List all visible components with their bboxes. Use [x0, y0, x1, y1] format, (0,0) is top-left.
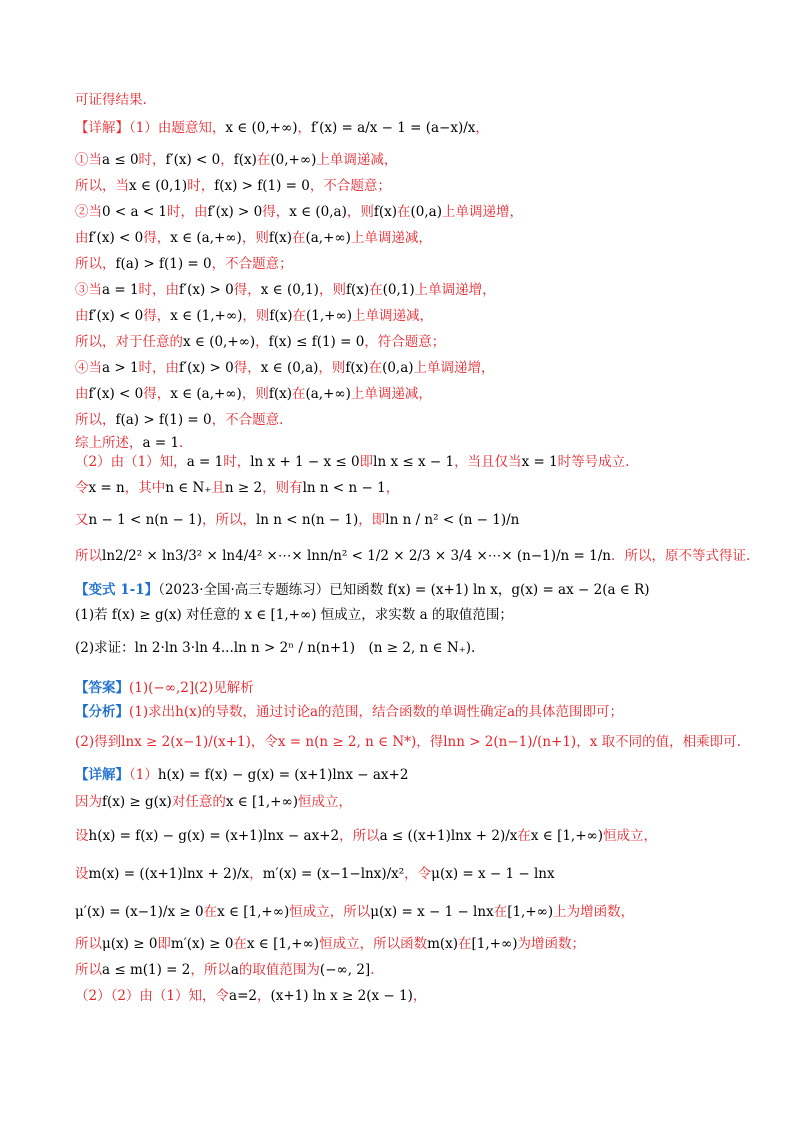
- text-segment: ①当: [75, 152, 102, 168]
- text-segment: 时，由: [167, 204, 208, 220]
- text-line: [75, 733, 741, 751]
- text-segment: ，所以，: [201, 512, 256, 528]
- math-expression: a ≤ ((x+1)lnx + 2)/x: [379, 828, 518, 844]
- math-expression: f′(x) > 0: [179, 282, 234, 298]
- text-segment: 综上所述，: [75, 435, 143, 451]
- math-expression: ln n < n(n − 1): [255, 512, 359, 528]
- text-segment: 恒成立，所以函数: [319, 936, 428, 952]
- math-expression: ln n / n² < (n − 1)/n: [385, 512, 520, 528]
- math-expression: ln x ≤ x − 1: [373, 454, 455, 470]
- math-expression: (0,a): [382, 360, 414, 376]
- text-segment: 得，: [143, 386, 171, 402]
- math-expression: x ∈ (0,1): [129, 178, 188, 194]
- text-segment: ，: [385, 480, 400, 496]
- text-segment: 得，: [233, 282, 261, 298]
- math-expression: f(x): [268, 386, 292, 402]
- math-expression: （2023·全国·高三专题练习）已知函数 f(x) = (x+1) ln x，g(x) = ax − 2(a ∈ R): [158, 582, 650, 598]
- text-segment: ，: [475, 120, 489, 136]
- math-expression: x ∈ (0,+∞): [183, 334, 256, 350]
- text-line: [75, 679, 254, 697]
- text-segment: ，: [255, 334, 269, 350]
- text-segment: ，则: [241, 386, 269, 402]
- text-line: [75, 511, 519, 529]
- text-segment: ，则: [318, 282, 346, 298]
- math-expression: f(x): [345, 282, 370, 298]
- math-expression: m′(x) ≥ 0: [170, 936, 234, 952]
- math-expression: (0,a): [410, 204, 442, 220]
- text-segment: 上单调递减，: [352, 308, 434, 324]
- math-expression: m(x): [427, 936, 459, 952]
- text-line: [75, 793, 352, 811]
- math-expression: f′(x) < 0: [165, 152, 221, 168]
- text-segment: 在: [493, 904, 508, 920]
- math-expression: f′(x) < 0: [88, 386, 144, 402]
- text-segment: 由: [75, 308, 89, 324]
- text-segment: 在: [291, 230, 306, 246]
- text-segment: 在: [369, 282, 383, 298]
- math-expression: x ∈ (1,+∞): [170, 308, 243, 324]
- math-expression: f(x): [268, 230, 292, 246]
- math-expression: (1,+∞): [306, 308, 353, 324]
- text-line: [75, 229, 432, 247]
- math-expression: m(x) = ((x+1)lnx + 2)/x: [88, 866, 250, 882]
- math-expression: a = 1: [142, 435, 180, 451]
- text-segment: 即: [359, 454, 374, 470]
- text-line: [75, 333, 445, 351]
- text-segment: ③当: [75, 282, 102, 298]
- math-expression: μ(x) = x − 1 − lnx: [370, 904, 494, 920]
- math-expression: f(x) ≥ g(x): [102, 794, 172, 810]
- text-segment: 所以: [75, 936, 102, 952]
- text-segment: 得，: [233, 360, 261, 376]
- text-segment: ，: [220, 152, 234, 168]
- text-line: [75, 865, 555, 883]
- text-segment: 在: [256, 152, 271, 168]
- text-segment: 设: [75, 866, 89, 882]
- text-line: [75, 434, 183, 452]
- text-segment: 上单调递增，: [414, 282, 496, 298]
- math-expression: ln n < n − 1: [302, 480, 386, 496]
- math-expression: a = 1: [186, 454, 224, 470]
- text-segment: 得，: [262, 204, 290, 220]
- text-segment: 在: [397, 204, 411, 220]
- text-segment: 在: [233, 936, 247, 952]
- text-segment: 在: [292, 308, 307, 324]
- math-expression: f′(x) < 0: [88, 308, 144, 324]
- text-segment: ，符合题意；: [364, 334, 446, 350]
- text-segment: ．所以，原不等式得证.: [610, 548, 751, 564]
- text-segment: 恒成立，所以: [289, 904, 371, 920]
- text-segment: ④当: [75, 360, 102, 376]
- text-segment: （2）（2）由（1）知，令: [75, 988, 230, 1004]
- text-line: [75, 119, 489, 137]
- math-expression: ln x + 1 − x ≤ 0: [250, 454, 360, 470]
- text-segment: ，令: [404, 866, 432, 882]
- math-expression: f′(x) > 0: [207, 204, 263, 220]
- math-expression: [1,+∞): [507, 904, 554, 920]
- text-line: [75, 827, 657, 845]
- math-expression: (−∞, 2]: [319, 962, 371, 978]
- math-expression: (0,+∞): [270, 152, 317, 168]
- text-segment: 恒成立，: [603, 828, 658, 844]
- math-expression: 0 < a < 1: [102, 204, 168, 220]
- math-expression: f′(x) = a/x − 1 = (a−x)/x: [311, 120, 476, 136]
- text-segment: 设: [75, 828, 89, 844]
- text-segment: 的取值范围为: [238, 962, 320, 978]
- math-expression: f(a) > f(1) = 0: [115, 412, 212, 428]
- text-line: [75, 91, 147, 109]
- text-segment: ，: [249, 866, 263, 882]
- text-segment: 且: [211, 480, 225, 496]
- text-line: [75, 203, 523, 221]
- math-expression: x ∈ [1,+∞): [530, 828, 604, 844]
- text-line: [75, 703, 623, 721]
- text-segment: ，所以: [190, 962, 231, 978]
- math-expression: (0,1): [382, 282, 415, 298]
- text-segment: 时，: [138, 152, 166, 168]
- text-segment: 得，: [143, 308, 171, 324]
- math-expression: f(x) > f(1) = 0: [214, 178, 310, 194]
- text-segment: ②当: [75, 204, 102, 220]
- text-line: [75, 987, 426, 1005]
- text-segment: 即: [157, 936, 171, 952]
- math-expression: f(x): [345, 360, 369, 376]
- text-segment: （1）: [129, 767, 158, 783]
- text-segment: 所以，: [75, 256, 116, 272]
- text-line: [75, 151, 397, 169]
- math-expression: x ∈ [1,+∞): [246, 936, 320, 952]
- text-line: [75, 385, 432, 403]
- text-line: [75, 935, 585, 953]
- text-line: [75, 903, 634, 921]
- math-expression: h(x) = f(x) − g(x) = (x+1)lnx − ax+2: [157, 767, 409, 783]
- math-expression: f(x): [269, 308, 293, 324]
- text-segment: ，其中: [124, 480, 166, 496]
- text-segment: ，不合题意.: [211, 412, 284, 428]
- math-expression: m′(x) = (x−1−lnx)/x²: [262, 866, 405, 882]
- text-segment: ，不合题意；: [211, 256, 293, 272]
- text-line: [75, 479, 399, 497]
- text-segment: 由: [75, 230, 89, 246]
- text-segment: ，则有: [262, 480, 303, 496]
- text-segment: （2）由（1）知，: [75, 454, 187, 470]
- text-line: [75, 639, 475, 657]
- text-line: [75, 281, 496, 299]
- text-segment: 所以，: [75, 412, 116, 428]
- text-segment: 在: [368, 360, 383, 376]
- math-expression: n − 1 < n(n − 1): [88, 512, 202, 528]
- text-segment: ，则: [318, 360, 346, 376]
- math-expression: a=2: [229, 988, 257, 1004]
- text-line: [75, 606, 513, 624]
- math-expression: μ(x) ≥ 0: [102, 936, 158, 952]
- text-segment: 【详解】: [75, 767, 129, 783]
- math-expression: [1,+∞): [471, 936, 518, 952]
- text-segment: 上单调递减，: [350, 386, 432, 402]
- math-expression: (a,+∞): [305, 386, 351, 402]
- math-expression: x = n: [88, 480, 125, 496]
- text-segment: 由: [75, 386, 89, 402]
- text-segment: 对任意的: [171, 794, 226, 810]
- text-segment: ，当且仅当: [454, 454, 522, 470]
- text-segment: ，所以: [339, 828, 380, 844]
- text-segment: 恒成立，: [298, 794, 352, 810]
- math-expression: h(x) = f(x) − g(x) = (x+1)lnx − ax+2: [88, 828, 340, 844]
- text-segment: 上为增函数，: [553, 904, 635, 920]
- text-segment: 时，: [187, 178, 215, 194]
- math-expression: a ≤ 0: [102, 152, 139, 168]
- text-line: [75, 766, 408, 784]
- math-expression: (1)若 f(x) ≥ g(x) 对任意的 x ∈ [1,+∞) 恒成立，求实数 a 的取值范围；: [75, 607, 513, 623]
- text-segment: ，不合题意；: [309, 178, 391, 194]
- math-expression: x ∈ (0,+∞): [225, 120, 298, 136]
- math-expression: x = 1: [521, 454, 558, 470]
- text-segment: ，则: [346, 204, 374, 220]
- text-line: [75, 453, 629, 471]
- text-segment: 上单调递减，: [350, 230, 432, 246]
- math-expression: ln2/2² × ln3/3² × ln4/4² ×⋯× lnn/n² < 1/2 × 2/3 × 3/4 ×⋯× (n−1)/n = 1/n: [102, 548, 611, 564]
- text-segment: ，则: [241, 230, 269, 246]
- text-segment: 【分析】: [75, 704, 129, 720]
- text-segment: 【答案】: [75, 680, 129, 696]
- text-segment: 令: [75, 480, 89, 496]
- math-expression: x ∈ (a,+∞): [170, 386, 242, 402]
- text-line: [75, 255, 293, 273]
- text-segment: 因为: [75, 794, 102, 810]
- text-segment: 时等号成立.: [557, 454, 630, 470]
- math-expression: f(x): [233, 152, 257, 168]
- math-expression: (a,+∞): [305, 230, 351, 246]
- text-segment: (1)(−∞,2](2)见解析: [129, 680, 254, 696]
- text-segment: 时，由: [138, 282, 180, 298]
- math-expression: x ∈ (0,a): [260, 360, 319, 376]
- math-expression: (x+1) ln x ≥ 2(x − 1): [270, 988, 413, 1004]
- text-line: [75, 177, 391, 195]
- text-segment: ，: [297, 120, 312, 136]
- text-segment: .: [370, 962, 375, 978]
- text-segment: ，即: [358, 512, 386, 528]
- text-segment: 可证得结果.: [75, 92, 147, 108]
- text-line: [75, 547, 750, 565]
- text-segment: 所以: [75, 962, 102, 978]
- text-segment: 【详解】（1）由题意知，: [75, 120, 226, 136]
- text-segment: 在: [458, 936, 472, 952]
- math-expression: μ′(x) = (x−1)/x ≥ 0: [75, 904, 204, 920]
- math-expression: n ≥ 2: [224, 480, 263, 496]
- math-expression: n ∈ N₊: [165, 480, 212, 496]
- text-segment: 得，: [143, 230, 171, 246]
- text-line: [75, 961, 374, 979]
- text-line: [75, 581, 650, 599]
- text-segment: ，: [256, 988, 271, 1004]
- math-expression: f(x) ≤ f(1) = 0: [268, 334, 365, 350]
- text-segment: 所以，对于任意的: [75, 334, 183, 350]
- text-segment: 上单调递增，: [413, 360, 495, 376]
- math-expression: x ∈ [1,+∞): [225, 794, 298, 810]
- math-expression: f(a) > f(1) = 0: [115, 256, 212, 272]
- text-segment: 【变式 1-1】: [75, 582, 159, 598]
- text-segment: 时，由: [138, 360, 180, 376]
- text-segment: 上单调递增，: [442, 204, 523, 220]
- text-segment: 在: [291, 386, 306, 402]
- text-segment: 时，: [223, 454, 251, 470]
- math-expression: x ∈ [1,+∞): [217, 904, 290, 920]
- math-expression: (2)求证：ln 2·ln 3·ln 4...ln n > 2ⁿ / n(n+1) (n ≥ 2, n ∈ N₊).: [75, 640, 476, 656]
- math-expression: f′(x) < 0: [88, 230, 144, 246]
- text-segment: .: [179, 435, 184, 451]
- text-segment: 在: [203, 904, 218, 920]
- text-line: [75, 307, 433, 325]
- text-segment: 所以，当: [75, 178, 129, 194]
- text-segment: 在: [517, 828, 531, 844]
- math-expression: f′(x) > 0: [179, 360, 234, 376]
- text-segment: ，则: [242, 308, 270, 324]
- math-expression: a ≤ m(1) = 2: [102, 962, 191, 978]
- math-expression: a > 1: [102, 360, 139, 376]
- math-expression: x ∈ (0,1): [260, 282, 319, 298]
- math-expression: a = 1: [102, 282, 139, 298]
- text-segment: 又: [75, 512, 89, 528]
- text-segment: 上单调递减，: [316, 152, 398, 168]
- math-expression: x ∈ (0,a): [289, 204, 347, 220]
- text-line: [75, 359, 495, 377]
- text-segment: ，: [412, 988, 427, 1004]
- text-segment: (1)求出h(x)的导数，通过讨论a的范围，结合函数的单调性确定a的具体范围即可；: [129, 704, 624, 720]
- math-expression: μ(x) = x − 1 − lnx: [431, 866, 555, 882]
- math-expression: a: [230, 962, 239, 978]
- text-segment: 所以: [75, 548, 102, 564]
- text-line: [75, 411, 283, 429]
- text-segment: (2)得到lnx ≥ 2(x−1)/(x+1)，令x = n(n ≥ 2, n ∈ N*)，得lnn > 2(n−1)/(n+1)，x 取不同的值，相乘即可.: [75, 734, 741, 750]
- math-expression: x ∈ (a,+∞): [170, 230, 242, 246]
- text-segment: 为增函数；: [517, 936, 586, 952]
- math-expression: f(x): [373, 204, 398, 220]
